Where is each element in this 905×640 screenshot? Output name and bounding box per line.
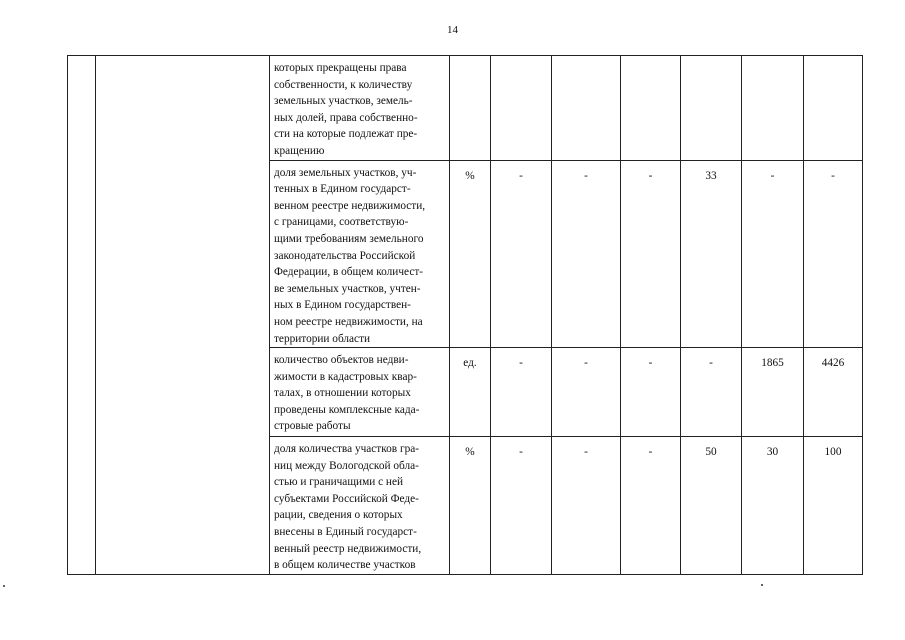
number-cell: [68, 56, 96, 575]
unit-cell: %: [450, 160, 491, 348]
value-cell: -: [804, 160, 863, 348]
value-cell: -: [491, 160, 552, 348]
value-cell: [621, 56, 681, 161]
value-cell: -: [491, 348, 552, 437]
value-cell: -: [491, 437, 552, 575]
value-cell: -: [621, 160, 681, 348]
program-name-cell: [96, 56, 270, 575]
value-cell: 100: [804, 437, 863, 575]
unit-cell: %: [450, 437, 491, 575]
value-cell: [804, 56, 863, 161]
value-cell: -: [552, 348, 621, 437]
scan-speck: [3, 585, 5, 587]
value-cell: 1865: [742, 348, 804, 437]
indicator-description: количество объектов недви- жимости в кадастровых квар- талах, в отношении которых проведены комплексные када- стровые работы: [270, 348, 450, 437]
value-cell: -: [742, 160, 804, 348]
value-cell: [552, 56, 621, 161]
value-cell: [681, 56, 742, 161]
unit-cell: ед.: [450, 348, 491, 437]
unit-cell: [450, 56, 491, 161]
value-cell: -: [681, 348, 742, 437]
indicators-table: [67, 55, 863, 575]
indicator-description: которых прекращены права собственности, к количеству земельных участков, земель- ных долей, права собственно- сти на которые подлежат пре- кращению: [270, 56, 450, 161]
value-cell: 4426: [804, 348, 863, 437]
page-number: 14: [447, 24, 458, 36]
scan-speck: [761, 584, 763, 586]
value-cell: [491, 56, 552, 161]
indicator-description: доля земельных участков, уч- тенных в Едином государст- венном реестре недвижимости, с границами, соответствую- щими требованиям земельного законодательства Российской Федерации, в общем количест- ве земельных участков, учтен- ных в Едином государствен- ном реестре недвижимости, на территории области: [270, 160, 450, 348]
value-cell: -: [552, 160, 621, 348]
table-row: [68, 56, 863, 161]
value-cell: 30: [742, 437, 804, 575]
value-cell: -: [552, 437, 621, 575]
indicator-description: доля количества участков гра- ниц между Вологодской обла- стью и граничащими с ней субъектами Российской Феде- рации, сведения о которых внесены в Единый государст- венный реестр недвижимости, в общем количестве участков: [270, 437, 450, 575]
value-cell: 50: [681, 437, 742, 575]
value-cell: -: [621, 348, 681, 437]
value-cell: 33: [681, 160, 742, 348]
value-cell: [742, 56, 804, 161]
value-cell: -: [621, 437, 681, 575]
